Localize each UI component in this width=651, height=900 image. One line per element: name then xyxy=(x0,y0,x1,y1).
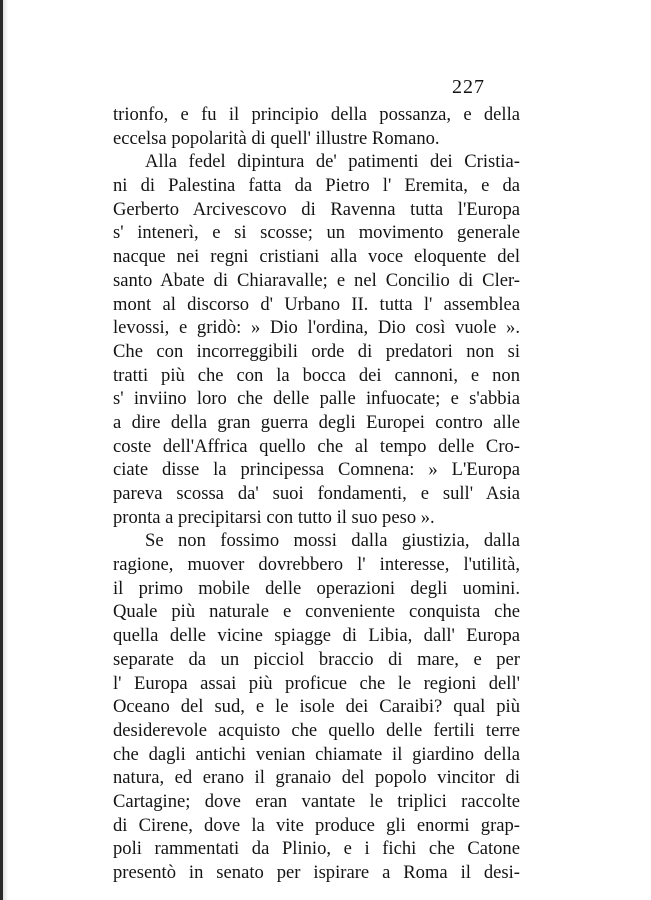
text-line: Che con incorreggibili orde di predatori non si xyxy=(113,340,520,362)
text-line: poli rammentati da Plinio, e i fichi che Catone xyxy=(113,838,520,860)
text-line: Gerberto Arcivescovo di Ravenna tutta l'Europa xyxy=(113,198,520,220)
spine-shadow xyxy=(3,0,8,900)
text-line: ragione, muover dovrebbero l' interesse, l'utilità, xyxy=(113,554,520,576)
text-line: natura, ed erano il granaio del popolo vincitor di xyxy=(113,767,520,789)
text-line: di Cirene, dove la vite produce gli enormi grap- xyxy=(113,814,520,836)
text-line: Cartagine; dove eran vantate le triplici raccolte xyxy=(113,790,520,812)
text-line: santo Abate di Chiaravalle; e nel Concilio di Cler- xyxy=(113,269,520,291)
text-line: coste dell'Affrica quello che al tempo delle Cro- xyxy=(113,435,520,457)
text-line: ni di Palestina fatta da Pietro l' Eremita, e da xyxy=(113,175,520,197)
text-line: l' Europa assai più proficue che le regioni dell' xyxy=(113,672,520,694)
text-line: eccelsa popolarità di quell' illustre Romano. xyxy=(113,127,440,149)
text-line: Quale più naturale e conveniente conquista che xyxy=(113,601,520,623)
text-line: a dire della gran guerra degli Europei contro alle xyxy=(113,411,520,433)
text-line: tratti più che con la bocca dei cannoni, e non xyxy=(113,364,520,386)
body-text xyxy=(113,103,520,885)
text-line: Oceano del sud, e le isole dei Caraibi? qual più xyxy=(113,696,520,718)
text-line: che dagli antichi venian chiamate il giardino della xyxy=(113,743,520,765)
text-line: pronta a precipitarsi con tutto il suo peso ». xyxy=(113,506,435,528)
text-line: trionfo, e fu il principio della possanza, e della xyxy=(113,104,520,125)
text-line: Alla fedel dipintura de' patimenti dei Cristia- xyxy=(145,151,520,173)
text-line: levossi, e gridò: » Dio l'ordina, Dio così vuole ». xyxy=(113,317,520,339)
text-line: il primo mobile delle operazioni degli uomini. xyxy=(113,577,520,599)
text-line: pareva scossa da' suoi fondamenti, e sull' Asia xyxy=(113,483,520,504)
text-line: presentò in senato per ispirare a Roma il desi- xyxy=(113,862,520,883)
text-line: Se non fossimo mossi dalla giustizia, dalla xyxy=(145,530,520,552)
text-line: s' intenerì, e si scosse; un movimento generale xyxy=(113,222,520,244)
page-number: 227 xyxy=(452,76,485,98)
text-line: quella delle vicine spiagge di Libia, dall' Europa xyxy=(113,625,520,647)
text-line: mont al discorso d' Urbano II. tutta l' assemblea xyxy=(113,293,520,315)
text-line: s' inviino loro che delle palle infuocate; e s'abbia xyxy=(113,388,520,410)
text-line: ciate disse la principessa Comnena: » L'Europa xyxy=(113,459,520,481)
text-line: separate da un picciol braccio di mare, e per xyxy=(113,648,520,670)
text-line: desiderevole acquisto che quello delle fertili terre xyxy=(113,719,520,741)
text-line: nacque nei regni cristiani alla voce eloquente del xyxy=(113,246,520,268)
